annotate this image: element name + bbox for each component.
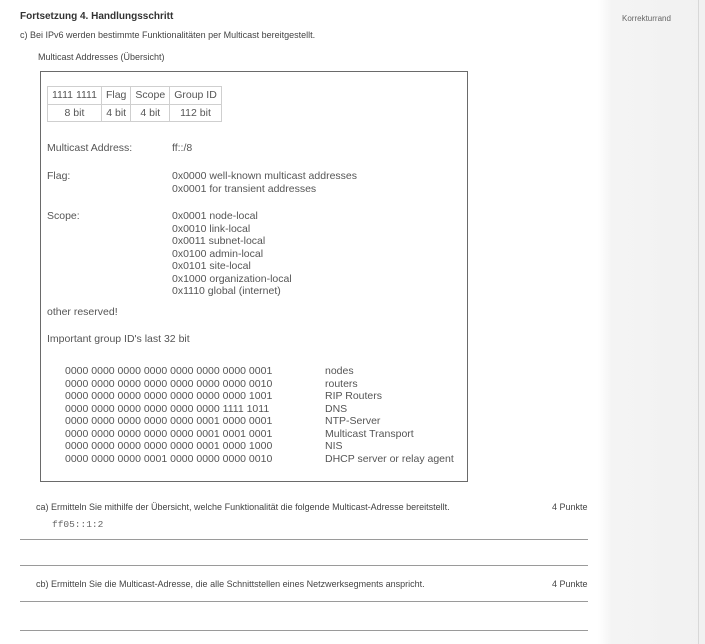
answer-line[interactable]	[20, 565, 588, 566]
scope-item: 0x0001 node-local	[172, 210, 258, 222]
group-id-row	[65, 378, 454, 391]
overview-title: Multicast Addresses (Übersicht)	[38, 52, 165, 62]
task-ca-points: 4 Punkte	[552, 502, 588, 512]
answer-line[interactable]	[20, 539, 588, 540]
margin-label: Korrekturrand	[622, 14, 671, 23]
flag-list	[172, 170, 357, 195]
group-id-bits: 0000 0000 0000 0000 0000 0001 0000 1000	[65, 440, 273, 452]
scope-item: 0x0011 subnet-local	[172, 235, 266, 247]
format-size: 8 bit	[48, 104, 102, 122]
scope-item: 0x0010 link-local	[172, 222, 251, 235]
group-id-name: DNS	[325, 402, 348, 415]
group-id-name: DHCP server or relay agent	[325, 452, 454, 465]
group-id-row	[65, 453, 454, 466]
task-cb-text: cb) Ermitteln Sie die Multicast-Adresse, die alle Schnittstellen eines Netzwerksegments anspricht.	[36, 579, 425, 589]
task-ca-address: ff05::1:2	[52, 519, 104, 530]
format-field: Group ID	[170, 87, 222, 105]
reserved-note: other reserved!	[47, 306, 118, 318]
group-id-name: routers	[325, 377, 358, 390]
group-id-bits: 0000 0000 0000 0000 0000 0001 0000 0001	[65, 415, 273, 427]
group-id-row	[65, 440, 454, 453]
format-size: 112 bit	[170, 104, 222, 122]
multicast-address-label: Multicast Address:	[47, 142, 133, 154]
format-field: 1111 1111	[48, 87, 102, 105]
group-id-row	[65, 403, 454, 416]
format-size: 4 bit	[101, 104, 130, 122]
group-id-bits: 0000 0000 0000 0000 0000 0000 0000 0010	[65, 377, 273, 390]
scope-item: 0x1110 global (internet)	[172, 285, 281, 297]
answer-line[interactable]	[20, 630, 588, 631]
scope-item: 0x0100 admin-local	[172, 247, 264, 260]
flag-item: 0x0001 for transient addresses	[172, 182, 317, 195]
multicast-address-value: ff::/8	[172, 142, 193, 154]
page-heading: Fortsetzung 4. Handlungsschritt	[20, 11, 174, 22]
task-c-text: c) Bei IPv6 werden bestimmte Funktionalitäten per Multicast bereitgestellt.	[20, 30, 316, 40]
scope-item: 0x1000 organization-local	[172, 272, 292, 285]
group-id-name: NTP-Server	[325, 415, 381, 427]
format-fields-row	[48, 87, 222, 105]
format-field: Scope	[131, 87, 170, 105]
multicast-overview-box	[40, 71, 468, 482]
group-id-row	[65, 365, 454, 378]
group-id-bits: 0000 0000 0000 0000 0000 0000 1111 1011	[65, 402, 270, 415]
group-id-list	[65, 365, 454, 465]
group-id-row	[65, 415, 454, 428]
group-id-name: Multicast Transport	[325, 427, 414, 440]
correction-margin	[598, 0, 705, 644]
group-ids-title: Important group ID's last 32 bit	[47, 333, 190, 345]
group-id-bits: 0000 0000 0000 0000 0000 0000 0000 1001	[65, 390, 273, 402]
answer-line[interactable]	[20, 601, 588, 602]
address-format-table	[47, 86, 222, 122]
group-id-name: NIS	[325, 440, 343, 452]
flag-label: Flag:	[47, 170, 71, 182]
task-cb-points: 4 Punkte	[552, 579, 588, 589]
format-field: Flag	[101, 87, 130, 105]
format-sizes-row	[48, 104, 222, 122]
group-id-name: RIP Routers	[325, 390, 382, 402]
group-id-name: nodes	[325, 365, 354, 377]
group-id-row	[65, 390, 454, 403]
group-id-row	[65, 428, 454, 441]
group-id-bits: 0000 0000 0000 0001 0000 0000 0000 0010	[65, 452, 273, 465]
scope-list	[172, 210, 292, 298]
task-ca-text: ca) Ermitteln Sie mithilfe der Übersicht, welche Funktionalität die folgende Multicast-Adresse bereitstellt.	[36, 502, 450, 512]
scope-label: Scope:	[47, 210, 80, 222]
group-id-bits: 0000 0000 0000 0000 0000 0000 0000 0001	[65, 365, 273, 377]
group-id-bits: 0000 0000 0000 0000 0000 0001 0001 0001	[65, 427, 273, 440]
format-size: 4 bit	[131, 104, 170, 122]
flag-item: 0x0000 well-known multicast addresses	[172, 170, 358, 182]
scope-item: 0x0101 site-local	[172, 260, 251, 272]
